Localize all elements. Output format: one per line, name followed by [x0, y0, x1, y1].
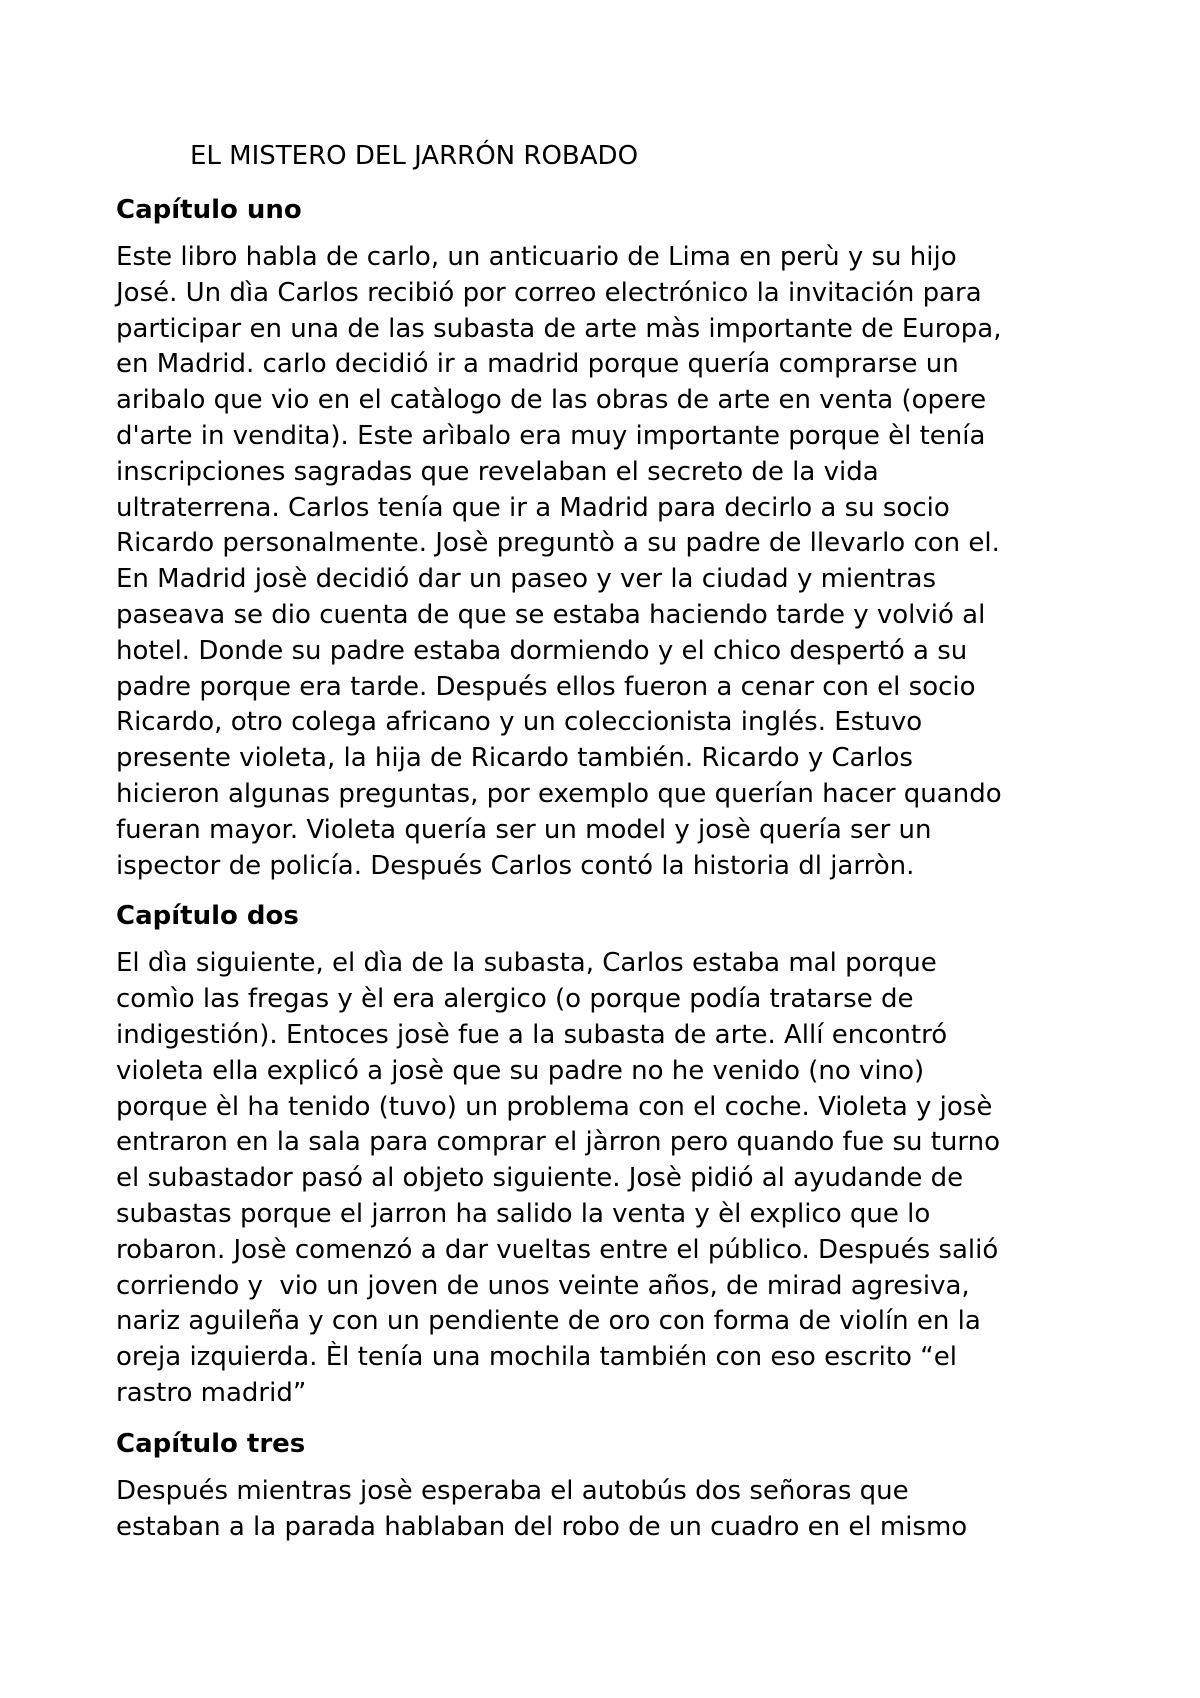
text-line: hotel. Donde su padre estaba dormiendo y el chico despertó a su [116, 635, 968, 666]
chapter-tres [116, 1426, 1092, 1546]
text-line: ultraterrena. Carlos tenía que ir a Madrid para decirlo a su socio [116, 492, 950, 523]
chapter-dos [116, 898, 1092, 1411]
text-line: porque èl ha tenido (tuvo) un problema con el coche. Violeta y josè [116, 1091, 993, 1122]
text-line: subastas porque el jarron ha salido la venta y èl explico que lo [116, 1198, 931, 1229]
text-line: d'arte in vendita). Este arìbalo era muy importante porque èl tenía [116, 420, 986, 451]
text-line: hicieron algunas preguntas, por exemplo que querían hacer quando [116, 778, 1002, 809]
chapter-heading: Capítulo uno [116, 195, 302, 225]
text-line: El dìa siguiente, el dìa de la subasta, Carlos estaba mal porque [116, 948, 937, 979]
text-line: aribalo que vio en el catàlogo de las obras de arte en venta (opere [116, 385, 987, 416]
text-line: corriendo y vio un joven de unos veinte años, de mirad agresiva, [116, 1270, 970, 1301]
text-line: padre porque era tarde. Después ellos fueron a cenar con el socio [116, 671, 976, 702]
text-line: entraron en la sala para comprar el jàrron pero quando fue su turno [116, 1127, 1001, 1158]
chapter-uno [116, 192, 1092, 884]
chapter-body [116, 1474, 1092, 1546]
text-line: el subastador pasó al objeto siguiente. Josè pidió al ayudande de [116, 1163, 964, 1194]
document-content [116, 138, 1092, 1559]
text-line: robaron. Josè comenzó a dar vueltas entre el público. Después salió [116, 1234, 999, 1265]
text-line: oreja izquierda. Èl tenía una mochila también con eso escrito “el [116, 1342, 957, 1373]
text-line: Después mientras josè esperaba el autobús dos señoras que [116, 1475, 909, 1506]
text-line: rastro madrid” [116, 1377, 307, 1408]
text-line: violeta ella explicó a josè que su padre no he venido (no vino) [116, 1055, 925, 1086]
text-line: indigestión). Entoces josè fue a la subasta de arte. Allí encontró [116, 1019, 948, 1050]
chapter-body [116, 946, 1092, 1411]
text-line: Este libro habla de carlo, un anticuario de Lima en perù y su hijo [116, 242, 957, 272]
chapter-heading: Capítulo tres [116, 1428, 306, 1459]
text-line: ispector de policía. Después Carlos contó la historia dl jarròn. [116, 850, 915, 881]
text-line: en Madrid. carlo decidió ir a madrid porque quería comprarse un [116, 349, 959, 380]
document-title: EL MISTERO DEL JARRÓN ROBADO [190, 141, 639, 171]
text-line: fueran mayor. Violeta quería ser un model y josè quería ser un [116, 814, 932, 845]
text-line: presente violeta, la hija de Ricardo también. Ricardo y Carlos [116, 743, 913, 774]
text-line: nariz aguileña y con un pendiente de oro con forma de violín en la [116, 1306, 981, 1337]
text-line: comìo las fregas y èl era alergico (o porque podía tratarse de [116, 984, 914, 1015]
text-line: José. Un dìa Carlos recibió por correo electrónico la invitación para [116, 277, 982, 308]
text-line: Ricardo personalmente. Josè preguntò a su padre de llevarlo con el. [116, 528, 1000, 559]
chapter-heading: Capítulo dos [116, 901, 299, 932]
text-line: inscripciones sagradas que revelaban el secreto de la vida [116, 456, 879, 487]
text-line: estaban a la parada hablaban del robo de un cuadro en el mismo [116, 1511, 968, 1542]
text-line: En Madrid josè decidió dar un paseo y ver la ciudad y mientras [116, 564, 936, 595]
chapter-body [116, 240, 1092, 884]
text-line: paseava se dio cuenta de que se estaba haciendo tarde y volvió al [116, 599, 986, 630]
text-line: participar en una de las subasta de arte màs importante de Europa, [116, 313, 1002, 344]
text-line: Ricardo, otro colega africano y un coleccionista inglés. Estuvo [116, 707, 923, 738]
